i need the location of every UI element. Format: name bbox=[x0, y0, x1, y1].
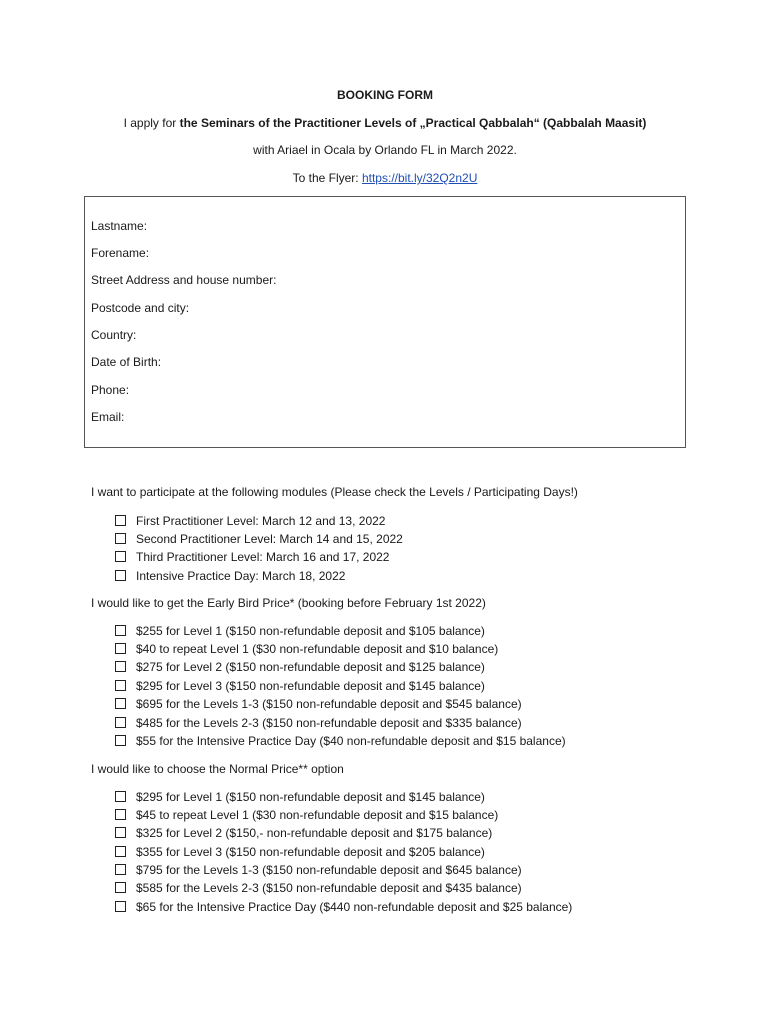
flyer-prefix: To the Flyer: bbox=[292, 171, 362, 185]
checkbox[interactable] bbox=[115, 625, 126, 636]
modules-heading: I want to participate at the following modules (Please check the Levels / Participating Days!) bbox=[91, 485, 578, 499]
option-label: $295 for Level 3 ($150 non-refundable deposit and $145 balance) bbox=[136, 679, 485, 693]
normal-price-option[interactable] bbox=[115, 900, 572, 914]
normal-price-option[interactable] bbox=[115, 845, 485, 859]
with-line: with Ariael in Ocala by Orlando FL in March 2022. bbox=[253, 143, 517, 157]
phone-field[interactable]: Phone: bbox=[91, 383, 130, 397]
checkbox[interactable] bbox=[115, 551, 126, 562]
checkbox[interactable] bbox=[115, 661, 126, 672]
seminar-name: the Seminars of the Practitioner Levels of „Practical Qabbalah“ (Qabbalah Maasit) bbox=[179, 116, 647, 130]
option-label: $275 for Level 2 ($150 non-refundable deposit and $125 balance) bbox=[136, 660, 485, 674]
option-label: $355 for Level 3 ($150 non-refundable deposit and $205 balance) bbox=[136, 845, 485, 859]
forename-field[interactable]: Forename: bbox=[91, 246, 150, 260]
option-label: Third Practitioner Level: March 16 and 17, 2022 bbox=[136, 550, 390, 564]
option-label: Intensive Practice Day: March 18, 2022 bbox=[136, 569, 346, 583]
early-bird-option[interactable] bbox=[115, 679, 485, 693]
normal-price-option[interactable] bbox=[115, 826, 492, 840]
lastname-field[interactable]: Lastname: bbox=[91, 219, 148, 233]
checkbox[interactable] bbox=[115, 791, 126, 802]
checkbox[interactable] bbox=[115, 882, 126, 893]
early-bird-option[interactable] bbox=[115, 624, 485, 638]
checkbox[interactable] bbox=[115, 570, 126, 581]
normal-price-option[interactable] bbox=[115, 808, 498, 822]
flyer-line bbox=[0, 171, 770, 185]
early-bird-heading: I would like to get the Early Bird Price* (booking before February 1st 2022) bbox=[91, 596, 486, 610]
checkbox[interactable] bbox=[115, 901, 126, 912]
early-bird-option[interactable] bbox=[115, 642, 498, 656]
checkbox[interactable] bbox=[115, 515, 126, 526]
normal-price-heading: I would like to choose the Normal Price** option bbox=[91, 762, 344, 776]
module-option[interactable] bbox=[115, 532, 403, 546]
checkbox[interactable] bbox=[115, 827, 126, 838]
option-label: $55 for the Intensive Practice Day ($40 non-refundable deposit and $15 balance) bbox=[136, 734, 566, 748]
normal-price-option[interactable] bbox=[115, 790, 485, 804]
option-label: $65 for the Intensive Practice Day ($440 non-refundable deposit and $25 balance) bbox=[136, 900, 573, 914]
postcode-city-field[interactable]: Postcode and city: bbox=[91, 301, 190, 315]
early-bird-option[interactable] bbox=[115, 716, 522, 730]
form-title: BOOKING FORM bbox=[337, 88, 433, 102]
email-field[interactable]: Email: bbox=[91, 410, 125, 424]
option-label: First Practitioner Level: March 12 and 13, 2022 bbox=[136, 514, 386, 528]
option-label: $485 for the Levels 2-3 ($150 non-refundable deposit and $335 balance) bbox=[136, 716, 522, 730]
apply-line bbox=[0, 116, 770, 130]
normal-price-option[interactable] bbox=[115, 881, 522, 895]
option-label: $45 to repeat Level 1 ($30 non-refundable deposit and $15 balance) bbox=[136, 808, 499, 822]
early-bird-option[interactable] bbox=[115, 660, 485, 674]
checkbox[interactable] bbox=[115, 864, 126, 875]
checkbox[interactable] bbox=[115, 846, 126, 857]
country-field[interactable]: Country: bbox=[91, 328, 137, 342]
early-bird-option[interactable] bbox=[115, 734, 566, 748]
date-of-birth-field[interactable]: Date of Birth: bbox=[91, 355, 162, 369]
apply-prefix: I apply for bbox=[123, 116, 180, 130]
checkbox[interactable] bbox=[115, 717, 126, 728]
checkbox[interactable] bbox=[115, 643, 126, 654]
early-bird-option[interactable] bbox=[115, 697, 522, 711]
module-option[interactable] bbox=[115, 550, 389, 564]
option-label: $585 for the Levels 2-3 ($150 non-refundable deposit and $435 balance) bbox=[136, 881, 522, 895]
option-label: $295 for Level 1 ($150 non-refundable deposit and $145 balance) bbox=[136, 790, 485, 804]
option-label: $795 for the Levels 1-3 ($150 non-refundable deposit and $645 balance) bbox=[136, 863, 522, 877]
option-label: Second Practitioner Level: March 14 and 15, 2022 bbox=[136, 532, 403, 546]
checkbox[interactable] bbox=[115, 533, 126, 544]
option-label: $40 to repeat Level 1 ($30 non-refundable deposit and $10 balance) bbox=[136, 642, 499, 656]
option-label: $255 for Level 1 ($150 non-refundable deposit and $105 balance) bbox=[136, 624, 485, 638]
option-label: $695 for the Levels 1-3 ($150 non-refundable deposit and $545 balance) bbox=[136, 697, 522, 711]
street-address-field[interactable]: Street Address and house number: bbox=[91, 273, 277, 287]
flyer-link[interactable]: https://bit.ly/32Q2n2U bbox=[361, 171, 478, 185]
personal-data-box bbox=[84, 196, 686, 448]
checkbox[interactable] bbox=[115, 735, 126, 746]
module-option[interactable] bbox=[115, 569, 345, 583]
checkbox[interactable] bbox=[115, 698, 126, 709]
checkbox[interactable] bbox=[115, 809, 126, 820]
normal-price-option[interactable] bbox=[115, 863, 522, 877]
module-option[interactable] bbox=[115, 514, 385, 528]
checkbox[interactable] bbox=[115, 680, 126, 691]
option-label: $325 for Level 2 ($150,- non-refundable deposit and $175 balance) bbox=[136, 826, 493, 840]
